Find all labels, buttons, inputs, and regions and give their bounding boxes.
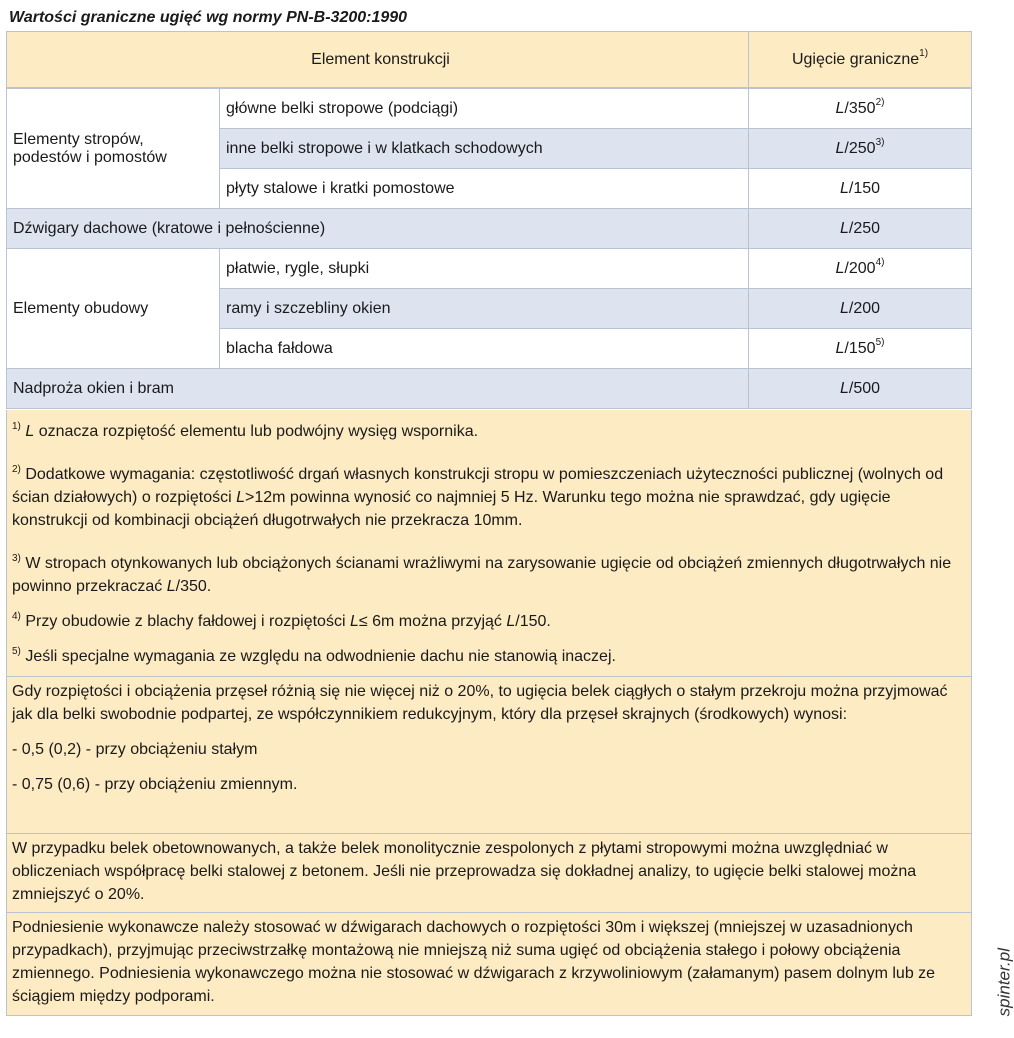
row-value bbox=[749, 249, 972, 289]
symbol-L: L bbox=[835, 139, 845, 157]
header-deflection bbox=[749, 32, 972, 88]
symbol-L: L bbox=[839, 179, 849, 197]
group-label-floors bbox=[7, 89, 220, 209]
row-name: ramy i szczebliny okien bbox=[220, 289, 749, 329]
footnote-4: $^{4)}$ Przy obudowie z blachy fałdowej i rozpiętości L≤ 6m można przyjąć L/150. bbox=[12, 610, 551, 630]
camber-note bbox=[6, 913, 972, 1016]
reduction-permanent: - 0,5 (0,2) - przy obciążeniu stałym bbox=[12, 741, 258, 758]
row-value bbox=[749, 89, 972, 129]
symbol-L: L bbox=[835, 339, 845, 357]
row-name: Nadproża okien i bram bbox=[7, 369, 749, 409]
composite-beam-note bbox=[6, 834, 972, 913]
row-name: płatwie, rygle, słupki bbox=[220, 249, 749, 289]
table-row bbox=[7, 89, 972, 129]
table-row bbox=[7, 369, 972, 409]
row-value bbox=[749, 169, 972, 209]
camber-text: Podniesienie wykonawcze należy stosować w dźwigarach dachowych o rozpiętości 30m i większej (mniejszej w uzasadnionych przypadkach), przyjmując przeciwstrzałkę montażową nie mniejszą niż suma ugięć od obciążenia stałego i połowy obciążenia zmiennego. Podniesienia wykonawczego można nie stosować w dźwigarach z krzywoliniowym (załamanym) pasem dolnym lub ze ściągiem między podporami. bbox=[12, 919, 936, 1005]
header-deflection-sup: 1) bbox=[919, 48, 929, 60]
value-sup: 2) bbox=[875, 97, 885, 109]
continuous-beam-note bbox=[6, 677, 972, 834]
row-value bbox=[749, 289, 972, 329]
header-deflection-label: Ugięcie graniczne bbox=[791, 50, 920, 68]
row-name: płyty stalowe i kratki pomostowe bbox=[220, 169, 749, 209]
page-title: Wartości graniczne ugięć wg normy PN-B-3200:1990 bbox=[9, 9, 408, 26]
group-label-line1: Elementy stropów, bbox=[13, 130, 144, 148]
row-value bbox=[749, 129, 972, 169]
row-value bbox=[749, 209, 972, 249]
footnote-2: $^{2)}$ Dodatkowe wymagania: częstotliwość drgań własnych konstrukcji stropu w pomieszczeniach użyteczności publicznej (wolnych od ścian działowych) o rozpiętości L>12m powinna wynosić co najmniej 5 Hz. Warunku tego można nie sprawdzać, gdy ugięcie konstrukcji od kombinacji obciążeń długotrwałych nie przekracza 10mm. bbox=[12, 463, 944, 529]
footnote-3: $^{3)}$ W stropach otynkowanych lub obciążonych ścianami wrażliwymi na zarysowanie ugięcie od obciążeń zmiennych długotrwałych nie powinno przekraczać L/350. bbox=[12, 552, 952, 595]
footnotes-box bbox=[6, 410, 972, 677]
footnote-5: $^{5)}$ Jeśli specjalne wymagania ze względu na odwodnienie dachu nie stanowią inaczej. bbox=[12, 645, 616, 665]
table-row bbox=[7, 249, 972, 289]
symbol-L: L bbox=[839, 299, 849, 317]
value-text: /500 bbox=[848, 379, 881, 397]
table-row bbox=[7, 209, 972, 249]
symbol-L: L bbox=[835, 99, 845, 117]
value-sup: 3) bbox=[875, 137, 885, 149]
value-text: /250 bbox=[848, 219, 881, 237]
value-sup: 4) bbox=[875, 257, 885, 269]
row-value bbox=[749, 369, 972, 409]
value-text: /350 bbox=[844, 99, 876, 117]
symbol-L: L bbox=[835, 259, 845, 277]
row-name: Dźwigary dachowe (kratowe i pełnościenne) bbox=[7, 209, 749, 249]
group-label-line2: podestów i pomostów bbox=[13, 148, 167, 166]
row-name: główne belki stropowe (podciągi) bbox=[220, 89, 749, 129]
value-text: /200 bbox=[848, 299, 881, 317]
notes-section bbox=[6, 410, 972, 1016]
table-header-row bbox=[7, 32, 972, 88]
reduction-variable: - 0,75 (0,6) - przy obciążeniu zmiennym. bbox=[12, 776, 298, 793]
continuous-beam-text: Gdy rozpiętości i obciążenia przęseł różnią się nie więcej niż o 20%, to ugięcia belek ciągłych o stałym przekroju można przyjmować jak dla belki swobodnie podpartej, ze współczynnikiem redukcyjnym, który dla przęseł skrajnych (środkowych) wynosi: bbox=[12, 683, 948, 723]
group-label-cladding: Elementy obudowy bbox=[7, 249, 220, 369]
symbol-L: L bbox=[839, 219, 849, 237]
value-text: /150 bbox=[844, 339, 876, 357]
deflection-table bbox=[6, 31, 972, 409]
row-name: inne belki stropowe i w klatkach schodowych bbox=[220, 129, 749, 169]
value-text: /200 bbox=[844, 259, 876, 277]
value-text: /150 bbox=[848, 179, 881, 197]
value-text: /250 bbox=[844, 139, 876, 157]
value-sup: 5) bbox=[875, 337, 885, 349]
row-name: blacha fałdowa bbox=[220, 329, 749, 369]
watermark: spinter.pl bbox=[994, 948, 1013, 1017]
footnote-1: $^{1)}$ L oznacza rozpiętość elementu lub podwójny wysięg wspornika. bbox=[12, 420, 479, 440]
symbol-L: L bbox=[839, 379, 849, 397]
composite-beam-text: W przypadku belek obetownowanych, a także belek monolitycznie zespolonych z płytami stropowymi można uwzględniać w obliczeniach współpracę belki stalowej z betonem. Jeśli nie przeprowadza się dokładnej analizy, to ugięcie belki stalowej można zmniejszyć o 20%. bbox=[12, 840, 917, 903]
header-element: Element konstrukcji bbox=[7, 32, 749, 88]
row-value bbox=[749, 329, 972, 369]
